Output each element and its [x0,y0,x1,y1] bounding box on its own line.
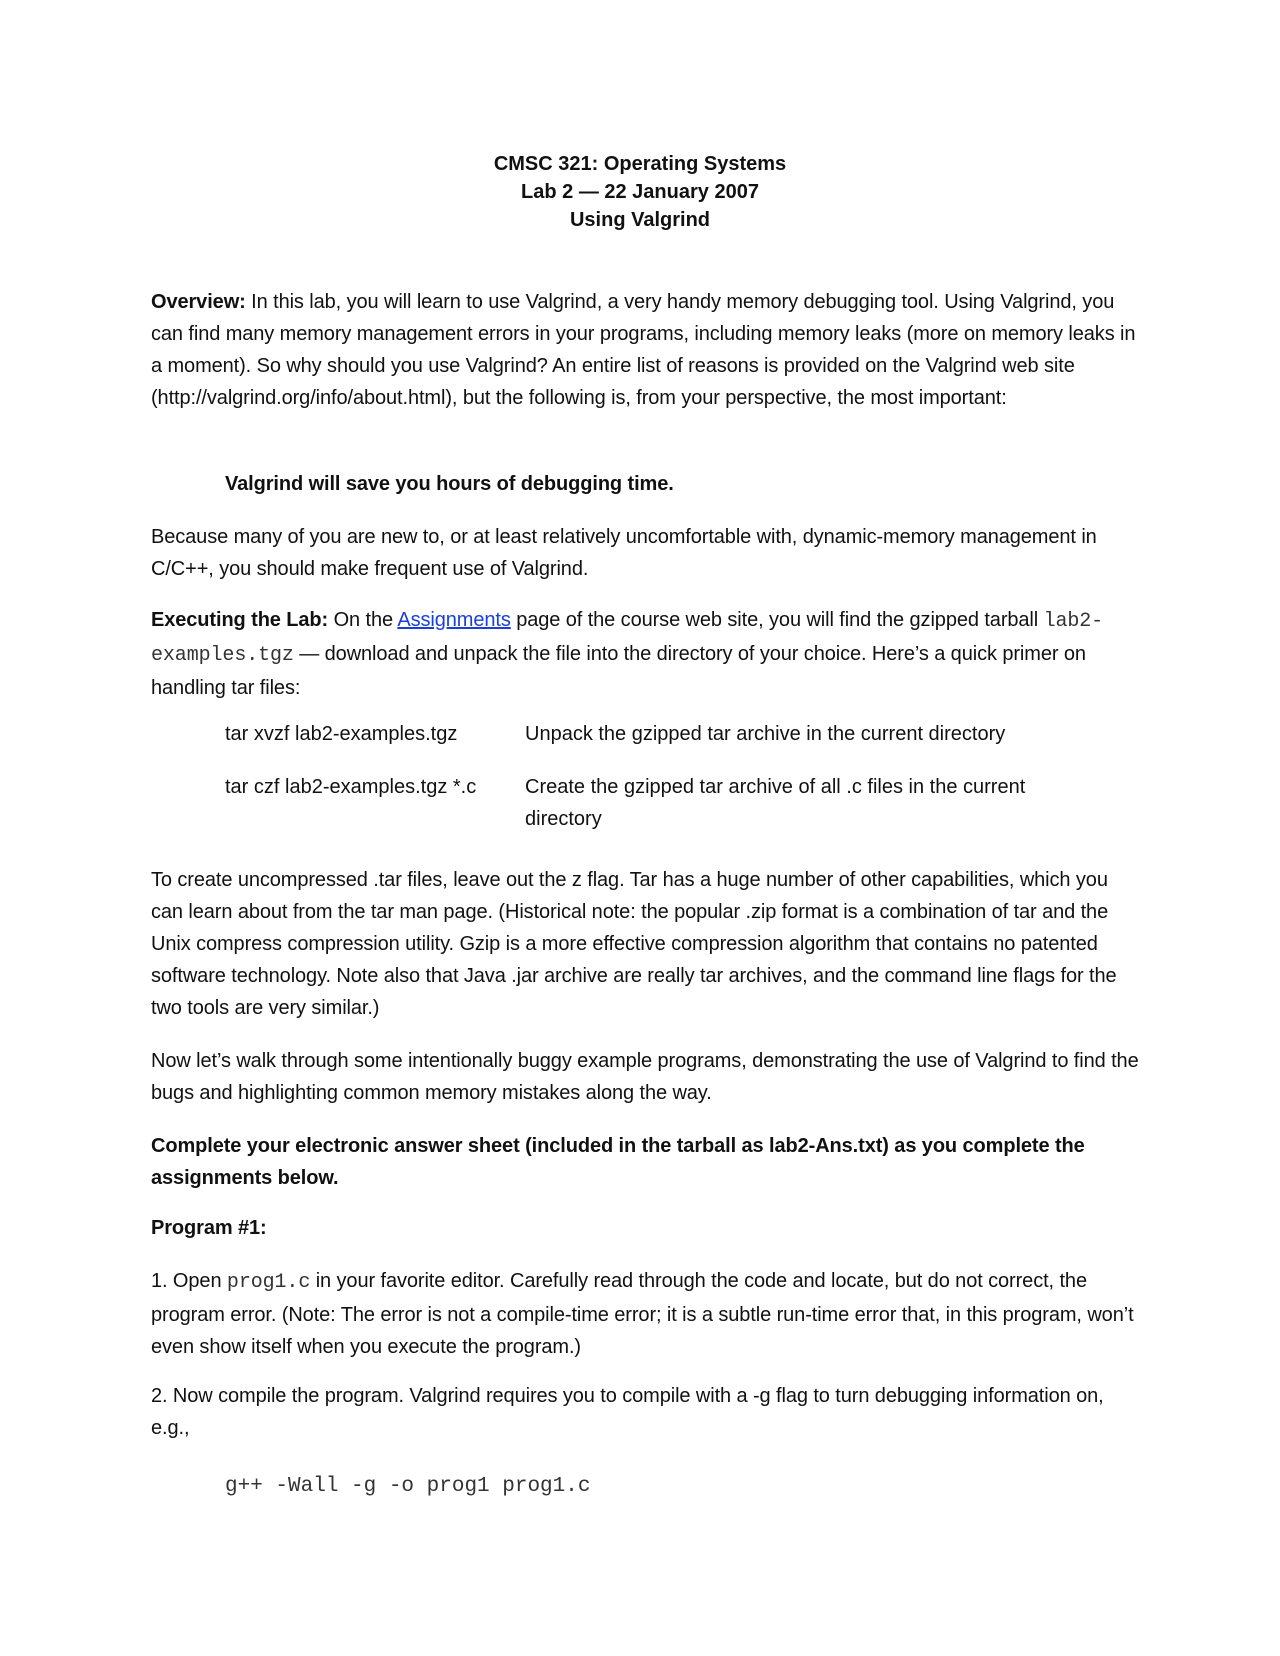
prog1-filename: prog1.c [226,1271,311,1294]
topic-title: Using Valgrind [569,209,711,231]
executing-pre-link: On the [328,609,398,631]
uncompressed-paragraph: To create uncompressed .tar files, leave out the z flag. Tar has a huge number of other capabilities, which you can learn about from the tar man page. (Historical note: the popular .zip format is a combination of tar and the Unix compress compression utility. Gzip is a more effective compression algorithm that contains no patented software technology. Note also that Java .jar archive are really tar archives, and the command line flags for the two tools are very similar.) [151,869,1117,1019]
program1-heading: Program #1: [151,1217,267,1239]
overview-label: Overview: [151,291,246,313]
emphasis-line: Valgrind will save you hours of debugging time. [225,473,674,495]
tar-command: tar xvzf lab2-examples.tgz [225,723,458,745]
overview-paragraph [151,286,1141,414]
executing-label: Executing the Lab: [151,609,329,631]
tarball-filename: lab2-examples.tgz [151,610,1104,667]
overview-text: In this lab, you will learn to use Valgrind, a very handy memory debugging tool. Using Valgrind, you can find many memory management errors in your programs, including memory leaks (more on memory leaks in a moment). So why should you use Valgrind? An entire list of reasons is provided on the Valgrind web site (http://valgrind.org/info/about.html), but the following is, from your perspective, the most important: [151,291,1136,409]
course-title: CMSC 321: Operating Systems [493,153,787,175]
tar-command: tar czf lab2-examples.tgz *.c [225,776,477,798]
step1-paragraph [151,1265,1141,1363]
assignments-link[interactable]: Assignments [397,609,511,631]
executing-paragraph [151,604,1141,704]
walkthrough-paragraph: Now let’s walk through some intentionally buggy example programs, demonstrating the use of Valgrind to find the bugs and highlighting common memory mistakes along the way. [151,1050,1139,1104]
answer-sheet-note: Complete your electronic answer sheet (included in the tarball as lab2-Ans.txt) as you complete the assignments below. [151,1135,1085,1189]
step1-post: in your favorite editor. Carefully read through the code and locate, but do not correct, the program error. (Note: The error is not a compile-time error; it is a subtle run-time error that, in this program, won’t even show itself when you execute the program.) [151,1270,1134,1358]
executing-post-file: — download and unpack the file into the directory of your choice. Here’s a quick primer on handling tar files: [151,643,1086,699]
step1-pre: 1. Open [151,1270,227,1292]
tar-description: Create the gzipped tar archive of all .c files in the current directory [525,776,1026,830]
because-paragraph: Because many of you are new to, or at least relatively uncomfortable with, dynamic-memory management in C/C++, you should make frequent use of Valgrind. [151,526,1097,580]
compile-command: g++ -Wall -g -o prog1 prog1.c [225,1475,591,1498]
document-header [0,150,1280,234]
step2-paragraph: 2. Now compile the program. Valgrind requires you to compile with a -g flag to turn debugging information on, e.g., [151,1385,1104,1439]
tar-description: Unpack the gzipped tar archive in the current directory [525,723,1006,745]
lab-title: Lab 2 — 22 January 2007 [521,181,759,203]
executing-post-link: page of the course web site, you will find the gzipped tarball [510,609,1044,631]
